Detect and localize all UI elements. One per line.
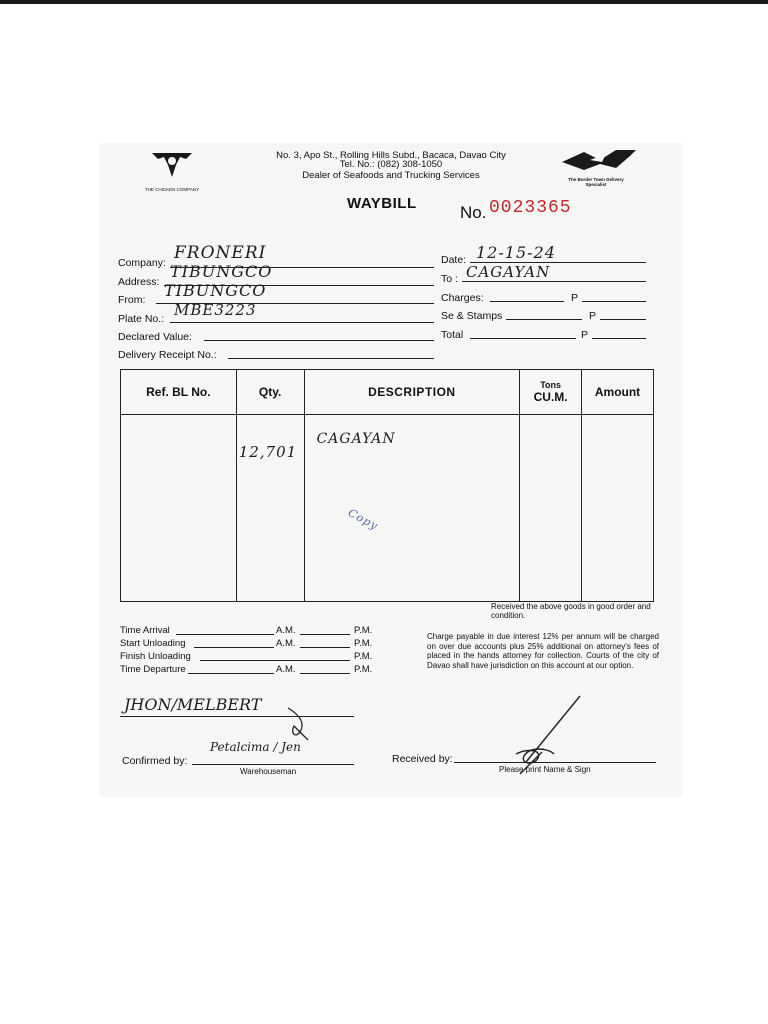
left-logo-caption: THE CHICKEN COMPANY [144,187,200,192]
description-header: DESCRIPTION [304,370,520,415]
waybill-form [100,144,682,796]
business-line: Dealer of Seafoods and Trucking Services [302,170,480,181]
plate-line [170,322,434,323]
confirmed-signature: Petalcima / Jen [210,740,301,754]
charges-peso: P [571,292,579,304]
address-label: Address: [118,276,160,288]
scan-top-border [0,0,768,4]
received-by-label: Received by: [392,753,453,765]
amount-cell [582,415,654,602]
time-departure-line [188,673,274,674]
start-unloading-am: A.M. [276,638,296,649]
start-unloading-pm-line [300,647,350,648]
cum-label: CU.M. [533,389,568,404]
payment-terms-notice: Charge payable in due interest 12% per annum will be charged on over due accounts plus 25% additional on attorney's fees of placed in the hands attorney for collection. Courts of the city of Davao shall have jurisdiction on this account at our option. [427,632,659,670]
total-peso: P [581,329,589,341]
waybill-number-label: No. [460,203,487,222]
time-departure-label: Time Departure [120,664,186,675]
table-row [121,415,654,602]
start-unloading-pm: P.M. [354,638,373,649]
to-value: CAGAYAN [466,263,551,281]
waybill-number: 0023365 [489,198,572,218]
amount-header: Amount [582,370,654,415]
charges-label: Charges: [441,292,484,304]
tel-line: Tel. No.: (082) 308-1050 [339,159,443,170]
address-value: TIBUNGCO [170,262,273,281]
declared-value-line [204,340,434,341]
company-value: FRONERI [174,243,267,263]
copy-note: Copy [345,506,381,533]
confirmed-by-label: Confirmed by: [122,755,188,767]
start-unloading-label: Start Unloading [120,638,186,649]
qty-value: 12,701 [238,443,298,461]
document-title: WAYBILL [347,195,417,212]
charges-peso-line [582,301,646,302]
time-departure-pm: P.M. [354,664,373,675]
address-line: No. 3, Apo St., Rolling Hills Subd., Bacaca, Davao City [276,150,506,161]
description-value: CAGAYAN [316,431,396,447]
time-arrival-pm-line [300,634,350,635]
start-unloading-line [194,647,274,648]
driver-name: JHON/MELBERT [124,695,262,714]
total-peso-line [592,338,646,339]
finish-unloading-pm: P.M. [354,651,373,662]
time-departure-pm-line [300,673,350,674]
warehouseman-label: Warehouseman [240,767,297,776]
declared-value-label: Declared Value: [118,331,192,343]
time-arrival-pm: P.M. [354,625,373,636]
finish-unloading-label: Finish Unloading [120,651,191,662]
driver-name-line [120,716,354,717]
to-label: To : [441,273,458,285]
to-line [462,281,646,282]
print-name-sign-label: Please print Name & Sign [499,765,591,774]
qty-header: Qty. [236,370,304,415]
right-logo-caption: The Border Town Delivery Specialist [568,177,624,187]
from-label: From: [118,294,146,306]
time-departure-am: A.M. [276,664,296,675]
plate-value: MBE3223 [174,301,257,319]
stamps-peso-line [600,319,646,320]
charges-line [490,301,564,302]
received-note: Received the above goods in good order and condition. [491,602,651,620]
driver-initial-signature-icon [284,704,314,744]
delivery-receipt-line [228,358,434,359]
table-header-row [121,370,654,415]
finish-unloading-line [200,660,350,661]
plate-label: Plate No.: [118,313,165,325]
company-label: Company: [118,257,166,269]
ref-bl-cell [121,415,237,602]
time-arrival-am: A.M. [276,625,296,636]
tons-cum-header [520,370,582,415]
total-label: Total [441,329,464,341]
items-table [120,369,654,602]
ref-bl-header: Ref. BL No. [121,370,237,415]
date-value: 12-15-24 [476,243,556,262]
stamps-peso: P [589,310,597,322]
total-line [470,338,576,339]
description-cell [304,415,520,602]
tons-label: Tons [540,379,562,390]
stamps-line [506,319,582,320]
tons-cell [520,415,582,602]
qty-cell [236,415,304,602]
stamps-label: Se & Stamps [441,310,503,322]
date-label: Date: [441,254,467,266]
time-arrival-label: Time Arrival [120,625,170,636]
confirmed-by-line [192,764,354,765]
delivery-receipt-label: Delivery Receipt No.: [118,349,217,361]
time-arrival-line [176,634,274,635]
from-value: TIBUNGCO [164,281,267,300]
